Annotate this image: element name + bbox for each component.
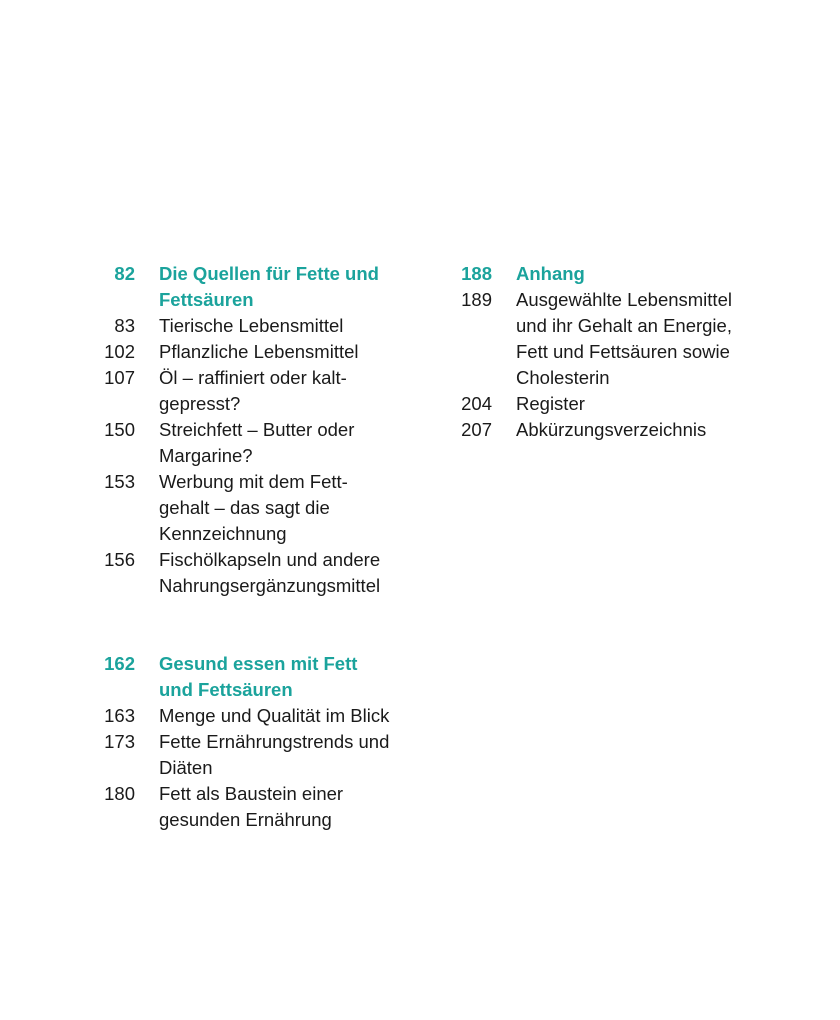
chapter-title: Die Quellen für Fette und Fettsäuren [159, 263, 379, 310]
toc-entry[interactable] [95, 469, 425, 547]
entry-title: Streichfett – Butter oder Margarine? [159, 419, 355, 466]
entry-title: Register [516, 393, 585, 414]
entry-title: Fette Ernährungstrends und Diäten [159, 731, 390, 778]
toc-entry[interactable] [95, 417, 425, 469]
page-number: 82 [114, 263, 135, 284]
page-number: 207 [461, 419, 492, 440]
toc-entry[interactable] [452, 391, 782, 417]
toc-entry[interactable] [95, 339, 425, 365]
entry-title: Pflanzliche Lebensmittel [159, 341, 359, 362]
toc-entry[interactable] [95, 547, 425, 599]
toc-entry[interactable] [95, 729, 425, 781]
entry-title: Ausgewählte Lebensmittel und ihr Gehalt an Energie, Fett und Fettsäuren sowie Cholesterin [516, 289, 732, 388]
entry-title: Fett als Baustein einer gesunden Ernährung [159, 783, 344, 830]
toc-heading[interactable] [452, 261, 782, 287]
page-number: 107 [104, 367, 135, 388]
page-number: 153 [104, 471, 135, 492]
entry-title: Tierische Lebensmittel [159, 315, 344, 336]
page-number: 150 [104, 419, 135, 440]
page-number: 189 [461, 289, 492, 310]
page-number: 162 [104, 653, 135, 674]
toc-heading[interactable] [95, 261, 425, 313]
toc-right-column [452, 261, 782, 443]
page-number: 102 [104, 341, 135, 362]
chapter-title: Gesund essen mit Fett und Fettsäuren [159, 653, 358, 700]
toc-entry[interactable] [95, 781, 425, 833]
page-number: 204 [461, 393, 492, 414]
page-number: 180 [104, 783, 135, 804]
toc-section-anhang [452, 261, 782, 443]
entry-title: Fischölkapseln und andere Nahrungsergänzungsmittel [159, 549, 381, 596]
page-number: 156 [104, 549, 135, 570]
page-number: 188 [461, 263, 492, 284]
page-number: 163 [104, 705, 135, 726]
toc-section-quellen [95, 261, 425, 599]
toc-heading[interactable] [95, 651, 425, 703]
toc-entry[interactable] [452, 417, 782, 443]
toc-left-column [95, 261, 425, 833]
page-number: 173 [104, 731, 135, 752]
toc-entry[interactable] [95, 313, 425, 339]
chapter-title: Anhang [516, 263, 585, 284]
toc-section-gesund [95, 651, 425, 833]
entry-title: Abkürzungsverzeichnis [516, 419, 707, 440]
entry-title: Öl – raffiniert oder kalt- gepresst? [159, 367, 347, 414]
entry-title: Werbung mit dem Fett- gehalt – das sagt die Kennzeichnung [159, 471, 348, 544]
toc-entry[interactable] [452, 287, 782, 391]
entry-title: Menge und Qualität im Blick [159, 705, 390, 726]
page-number: 83 [114, 315, 135, 336]
toc-entry[interactable] [95, 365, 425, 417]
toc-entry[interactable] [95, 703, 425, 729]
